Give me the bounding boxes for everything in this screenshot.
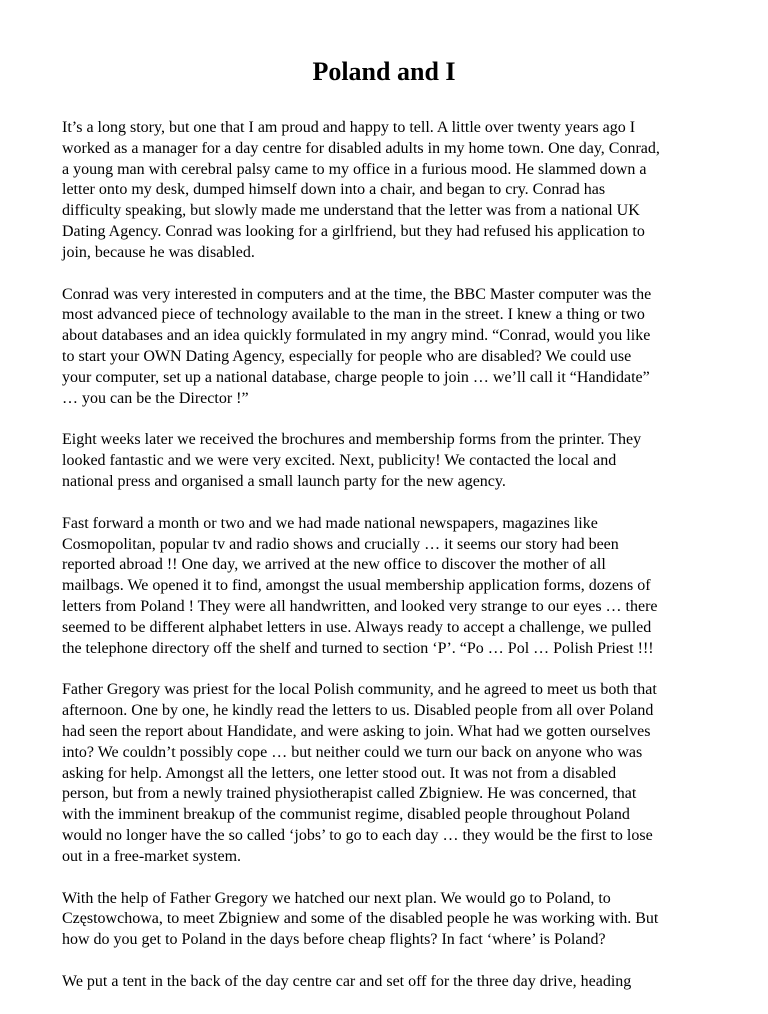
text-line: mailbags. We opened it to find, amongst the usual membership application forms, dozens of [62, 577, 651, 595]
text-line: Eight weeks later we received the brochures and membership forms from the printer. They [62, 431, 642, 449]
text-line: join, because he was disabled. [62, 243, 255, 261]
text-line: Dating Agency. Conrad was looking for a girlfriend, but they had refused his application to [62, 222, 645, 240]
text-line: the telephone directory off the shelf and turned to section ‘P’. “Po … Pol … Polish Priest !!! [62, 639, 654, 657]
text-line: your computer, set up a national database, charge people to join … we’ll call it “Handidate” [62, 368, 650, 386]
text-line: asking for help. Amongst all the letters, one letter stood out. It was not from a disabled [62, 764, 617, 782]
text-line: looked fantastic and we were very excited. Next, publicity! We contacted the local and [62, 452, 617, 470]
paragraph-7 [62, 972, 722, 993]
paragraph-3 [62, 430, 722, 492]
text-line: a young man with cerebral palsy came to my office in a furious mood. He slammed down a [62, 160, 647, 178]
text-line: … you can be the Director !” [62, 389, 249, 407]
text-line: afternoon. One by one, he kindly read the letters to us. Disabled people from all over Poland [62, 702, 654, 720]
text-line: seemed to be different alphabet letters in use. Always ready to accept a challenge, we pulled [62, 618, 652, 636]
paragraph-6 [62, 889, 722, 951]
text-line: Fast forward a month or two and we had made national newspapers, magazines like [62, 514, 598, 532]
text-line: We put a tent in the back of the day centre car and set off for the three day drive, heading [62, 972, 632, 990]
paragraph-5 [62, 680, 722, 867]
text-line: letter onto my desk, dumped himself down into a chair, and began to cry. Conrad has [62, 181, 606, 199]
page-title: Poland and I [312, 57, 456, 86]
text-line: most advanced piece of technology available to the man in the street. I knew a thing or two [62, 306, 645, 324]
text-line: Częstowchowa, to meet Zbigniew and some of the disabled people he was working with. But [62, 910, 659, 928]
text-line: about databases and an idea quickly formulated in my angry mind. “Conrad, would you like [62, 327, 651, 345]
text-line: to start your OWN Dating Agency, especially for people who are disabled? We could use [62, 347, 632, 365]
text-line: Cosmopolitan, popular tv and radio shows and crucially … it seems our story had been [62, 535, 619, 553]
text-line: national press and organised a small launch party for the new agency. [62, 472, 506, 490]
text-line: out in a free-market system. [62, 847, 242, 865]
text-line: Father Gregory was priest for the local Polish community, and he agreed to meet us both that [62, 681, 657, 699]
text-line: difficulty speaking, but slowly made me understand that the letter was from a national UK [62, 202, 640, 220]
text-line: worked as a manager for a day centre for disabled adults in my home town. One day, Conrad, [62, 139, 660, 157]
text-line: With the help of Father Gregory we hatched our next plan. We would go to Poland, to [62, 889, 611, 907]
paragraph-1 [62, 118, 722, 264]
text-line: It’s a long story, but one that I am proud and happy to tell. A little over twenty years ago I [62, 119, 636, 136]
text-line: letters from Poland ! They were all handwritten, and looked very strange to our eyes … there [62, 597, 658, 615]
text-line: into? We couldn’t possibly cope … but neither could we turn our back on anyone who was [62, 743, 643, 761]
paragraph-4 [62, 514, 722, 660]
text-line: reported abroad !! One day, we arrived at the new office to discover the mother of all [62, 556, 606, 574]
text-line: person, but from a newly trained physiotherapist called Zbigniew. He was concerned, that [62, 785, 637, 803]
paragraph-2 [62, 285, 722, 410]
text-line: with the imminent breakup of the communist regime, disabled people throughout Poland [62, 806, 630, 824]
text-line: how do you get to Poland in the days before cheap flights? In fact ‘where’ is Poland? [62, 931, 606, 949]
text-line: Conrad was very interested in computers and at the time, the BBC Master computer was the [62, 285, 652, 303]
text-line: had seen the report about Handidate, and were asking to join. What had we gotten ourselves [62, 722, 651, 740]
document-body [62, 118, 722, 1014]
text-line: would no longer have the so called ‘jobs’ to go to each day … they would be the first to lose [62, 826, 653, 844]
